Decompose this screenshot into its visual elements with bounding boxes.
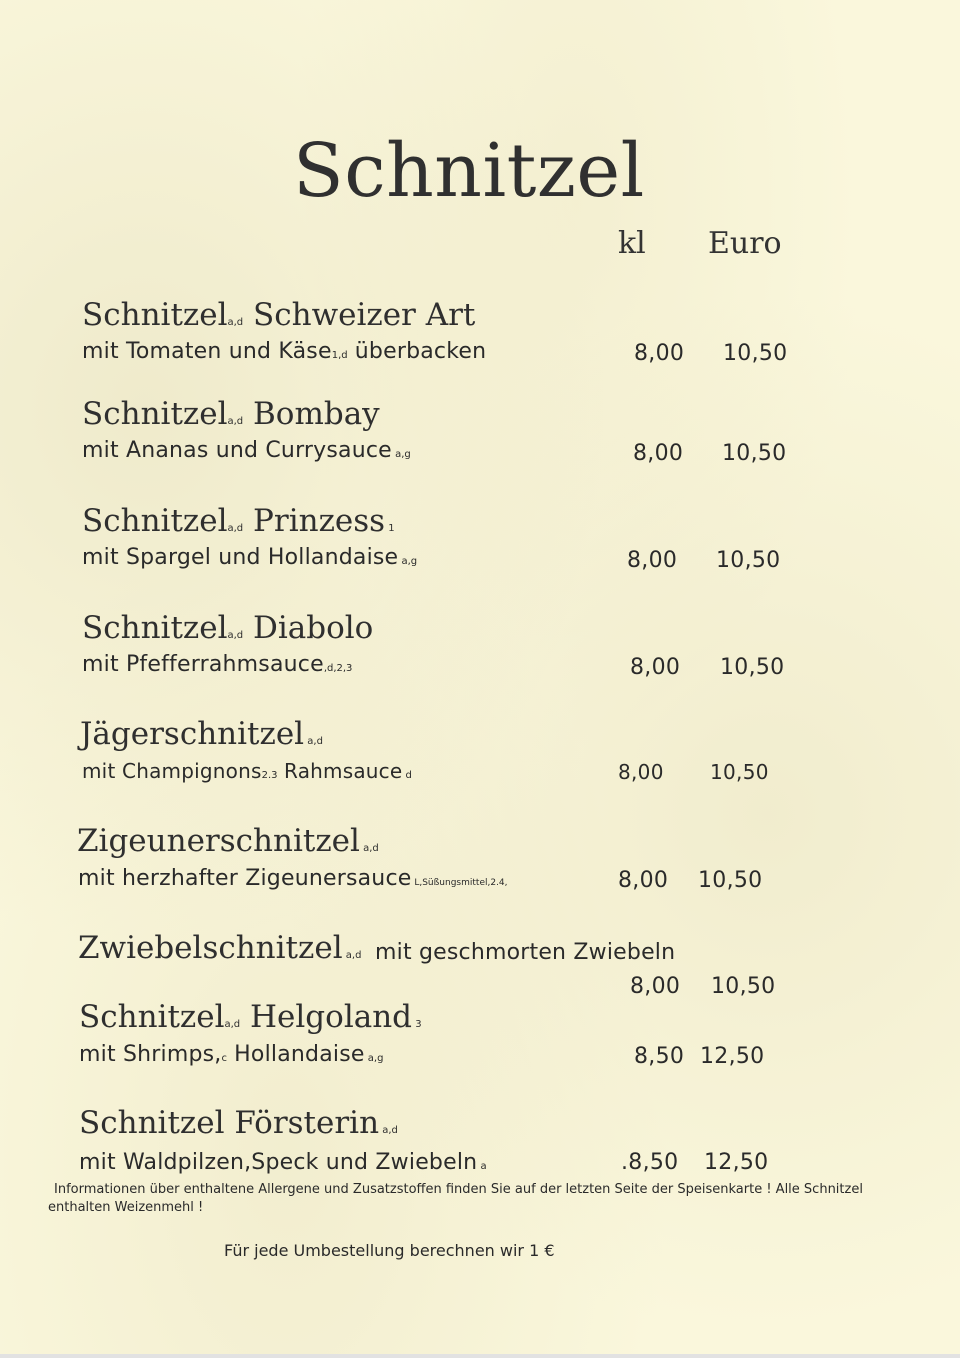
price-euro: 10,50: [720, 655, 785, 680]
dish-name: Zwiebelschnitzel a,d: [78, 930, 362, 966]
dish-description: mit Pfefferrahmsauce,d,2,3: [82, 652, 353, 677]
page-edge: [0, 1354, 960, 1358]
column-header-small: kl: [618, 226, 646, 261]
dish-name: Zigeunerschnitzel a,d: [77, 823, 379, 859]
dish-name: Schnitzela,d Prinzess 1: [82, 503, 395, 539]
dish-description: mit Champignons2.3 Rahmsauce d: [82, 759, 412, 783]
page-title: Schnitzel: [293, 128, 645, 214]
dish-description: mit geschmorten Zwiebeln: [375, 940, 676, 965]
price-small: 8,00: [634, 341, 685, 366]
dish-description: mit Ananas und Currysauce a,g: [82, 438, 411, 463]
price-euro: 12,50: [704, 1150, 769, 1175]
dish-description: mit herzhafter Zigeunersauce L,Süßungsmittel,2.4,: [78, 866, 508, 891]
price-small: 8,00: [627, 548, 678, 573]
dish-description: mit Waldpilzen,Speck und Zwiebeln a: [79, 1150, 487, 1175]
dish-name: Schnitzela,d Helgoland 3: [79, 999, 422, 1035]
price-small: .8,50: [621, 1150, 679, 1175]
price-euro: 10,50: [723, 341, 788, 366]
price-small: 8,50: [634, 1044, 685, 1069]
dish-name: Jägerschnitzel a,d: [80, 716, 323, 752]
price-euro: 10,50: [711, 974, 776, 999]
price-euro: 10,50: [716, 548, 781, 573]
dish-name: Schnitzel Försterin a,d: [79, 1105, 398, 1141]
price-euro: 10,50: [698, 868, 763, 893]
price-small: 8,00: [630, 974, 681, 999]
price-small: 8,00: [618, 760, 664, 784]
column-header-euro: Euro: [708, 226, 782, 261]
price-euro: 10,50: [722, 441, 787, 466]
price-euro: 10,50: [710, 760, 769, 784]
dish-name: Schnitzela,d Bombay: [82, 396, 380, 432]
dish-name: Schnitzela,d Schweizer Art: [82, 297, 476, 333]
price-euro: 12,50: [700, 1044, 765, 1069]
price-small: 8,00: [630, 655, 681, 680]
price-small: 8,00: [618, 868, 669, 893]
price-small: 8,00: [633, 441, 684, 466]
footer-note: Für jede Umbestellung berechnen wir 1 €: [224, 1241, 555, 1260]
dish-description: mit Shrimps,c Hollandaise a,g: [79, 1042, 384, 1067]
dish-description: mit Tomaten und Käse1,d überbacken: [82, 339, 487, 364]
allergen-note: Informationen über enthaltene Allergene und Zusatzstoffen finden Sie auf der letzten Seite der Speisenkarte ! Alle Schnitzel enthalten Weizenmehl !: [48, 1182, 863, 1215]
dish-description: mit Spargel und Hollandaise a,g: [82, 545, 418, 570]
dish-name: Schnitzela,d Diabolo: [82, 610, 374, 646]
